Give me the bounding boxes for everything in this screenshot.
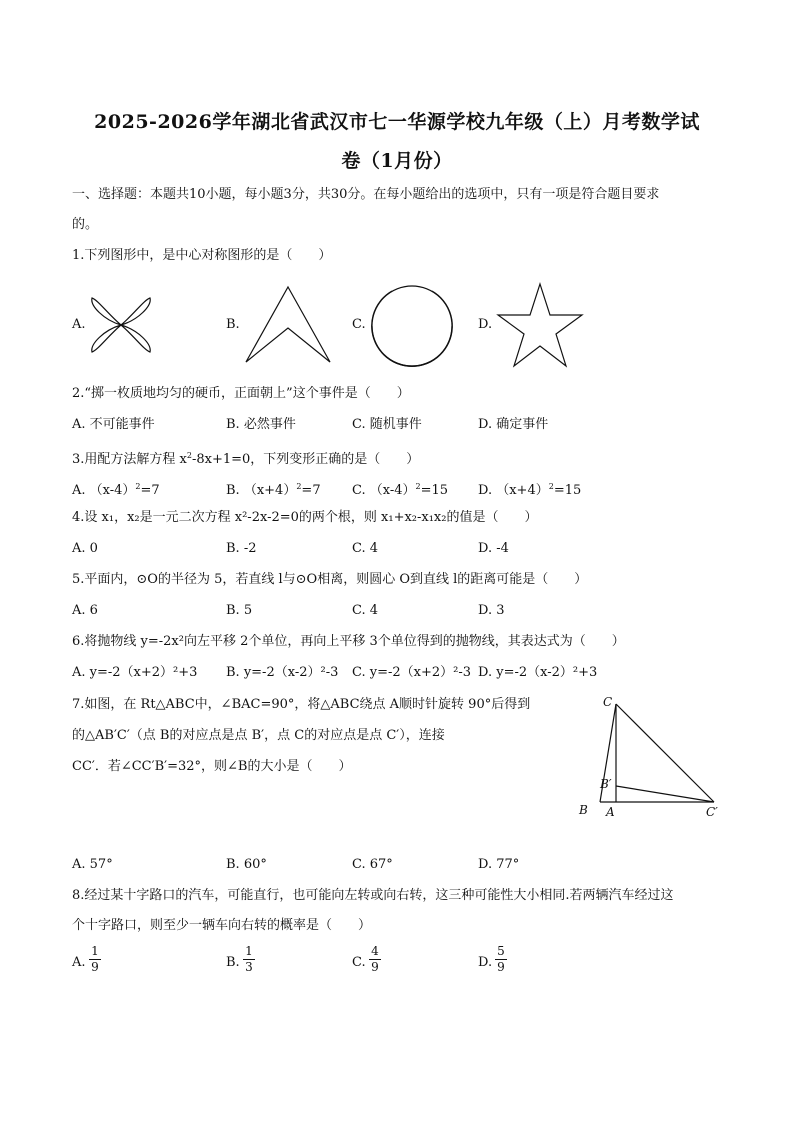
q7-option-d: D. 77° bbox=[478, 857, 520, 872]
question-1-stem: 1.下列图形中，是中心对称图形的是（ ） bbox=[72, 248, 332, 263]
q6-option-d: D. y=-2（x-2）²+3 bbox=[478, 665, 598, 680]
circle-three-arcs-icon bbox=[370, 284, 454, 368]
q8-option-d-fraction: 5 9 bbox=[495, 945, 507, 974]
q4-option-d: D. -4 bbox=[478, 541, 509, 556]
q8-option-d-label: D. bbox=[478, 955, 493, 970]
q3-option-c: C. $(x-4)^2=15$ bbox=[352, 482, 449, 498]
section-heading-line-1: 一、选择题：本题共10小题，每小题3分，共30分。在每小题给出的选项中，只有一项是符合题目要求 bbox=[72, 187, 660, 202]
q8-option-c-label: C. bbox=[352, 955, 366, 970]
question-2-stem: 2.“掷一枚质地均匀的硬币，正面朝上”这个事件是（ ） bbox=[72, 386, 410, 401]
question-5-stem: 5.平面内，⊙O的半径为 5，若直线 l与⊙O相离，则圆心 O到直线 l的距离可能是（ ） bbox=[72, 572, 588, 587]
q8-option-a-label: A. bbox=[72, 955, 86, 970]
q4-option-c: C. 4 bbox=[352, 541, 379, 556]
label-b: B bbox=[579, 803, 588, 817]
question-7-stem-line-3: CC′．若∠CC′B′=32°，则∠B的大小是（ ） bbox=[72, 759, 352, 774]
q8-option-b-fraction: 1 3 bbox=[243, 945, 255, 974]
q1-option-c-label: C. bbox=[352, 317, 366, 332]
q1-option-b-label: B. bbox=[226, 317, 240, 332]
q4-option-a: A. 0 bbox=[72, 541, 98, 556]
q6-option-c: C. y=-2（x+2）²-3 bbox=[352, 665, 472, 680]
four-petal-flower-icon bbox=[88, 294, 154, 356]
page-title-line-1: 2025-2026学年湖北省武汉市七一华源学校九年级（上）月考数学试 bbox=[94, 111, 700, 133]
label-a: A bbox=[606, 805, 615, 819]
q2-option-a: A. 不可能事件 bbox=[72, 417, 155, 432]
q1-option-a-label: A. bbox=[72, 317, 86, 332]
q6-option-b: B. y=-2（x-2）²-3 bbox=[226, 665, 339, 680]
question-7-stem-line-2: 的△AB′C′（点 B的对应点是点 B′，点 C的对应点是点 C′），连接 bbox=[72, 728, 445, 743]
q5-option-d: D. 3 bbox=[478, 603, 505, 618]
segment-b-prime-c-prime bbox=[616, 786, 714, 802]
rotated-triangle-figure bbox=[574, 692, 734, 822]
q8-option-b-label: B. bbox=[226, 955, 240, 970]
page-title-line-2: 卷（1月份） bbox=[341, 150, 453, 172]
q7-option-b: B. 60° bbox=[226, 857, 267, 872]
q6-option-a: A. y=-2（x+2）²+3 bbox=[72, 665, 198, 680]
q3-option-a: A. $(x-4)^2=7$ bbox=[72, 482, 160, 498]
label-c: C bbox=[603, 695, 613, 709]
five-point-star-icon bbox=[496, 282, 584, 368]
label-b-prime: B′ bbox=[600, 777, 612, 791]
section-heading-line-2: 的。 bbox=[72, 217, 99, 232]
q7-option-a: A. 57° bbox=[72, 857, 113, 872]
q3-option-d: D. $(x+4)^2=15$ bbox=[478, 482, 582, 498]
q1-option-d-label: D. bbox=[478, 317, 493, 332]
q7-option-c: C. 67° bbox=[352, 857, 393, 872]
question-7-stem-line-1: 7.如图，在 Rt△ABC中，∠BAC=90°，将△ABC绕点 A顺时针旋转 90°后得到 bbox=[72, 697, 531, 712]
q5-option-c: C. 4 bbox=[352, 603, 379, 618]
q2-option-c: C. 随机事件 bbox=[352, 417, 422, 432]
arrowhead-icon bbox=[244, 286, 332, 364]
label-c-prime: C′ bbox=[706, 805, 718, 819]
q3-option-b: B. $(x+4)^2=7$ bbox=[226, 482, 321, 498]
q8-option-c-fraction: 4 9 bbox=[369, 945, 381, 974]
question-6-stem: 6.将抛物线 y=-2x²向左平移 2个单位，再向上平移 3个单位得到的抛物线，其表达式为（ ） bbox=[72, 634, 625, 649]
q2-option-d: D. 确定事件 bbox=[478, 417, 549, 432]
q5-option-a: A. 6 bbox=[72, 603, 98, 618]
segment-cc-prime bbox=[616, 704, 714, 802]
q4-option-b: B. -2 bbox=[226, 541, 257, 556]
q2-option-b: B. 必然事件 bbox=[226, 417, 296, 432]
question-4-stem: 4.设 x₁，x₂是一元二次方程 x²-2x-2=0的两个根，则 x₁+x₂-x₁x₂的值是（ ） bbox=[72, 510, 538, 525]
question-8-stem-line-1: 8.经过某十字路口的汽车，可能直行，也可能向左转或向右转，这三种可能性大小相同.若两辆汽车经过这 bbox=[72, 888, 674, 903]
question-8-stem-line-2: 个十字路口，则至少一辆车向右转的概率是（ ） bbox=[72, 918, 372, 933]
q8-option-a-fraction: 1 9 bbox=[89, 945, 101, 974]
question-3-stem: 3.用配方法解方程 $x^2-8x+1=0$，下列变形正确的是（ ） bbox=[72, 451, 420, 467]
q5-option-b: B. 5 bbox=[226, 603, 253, 618]
